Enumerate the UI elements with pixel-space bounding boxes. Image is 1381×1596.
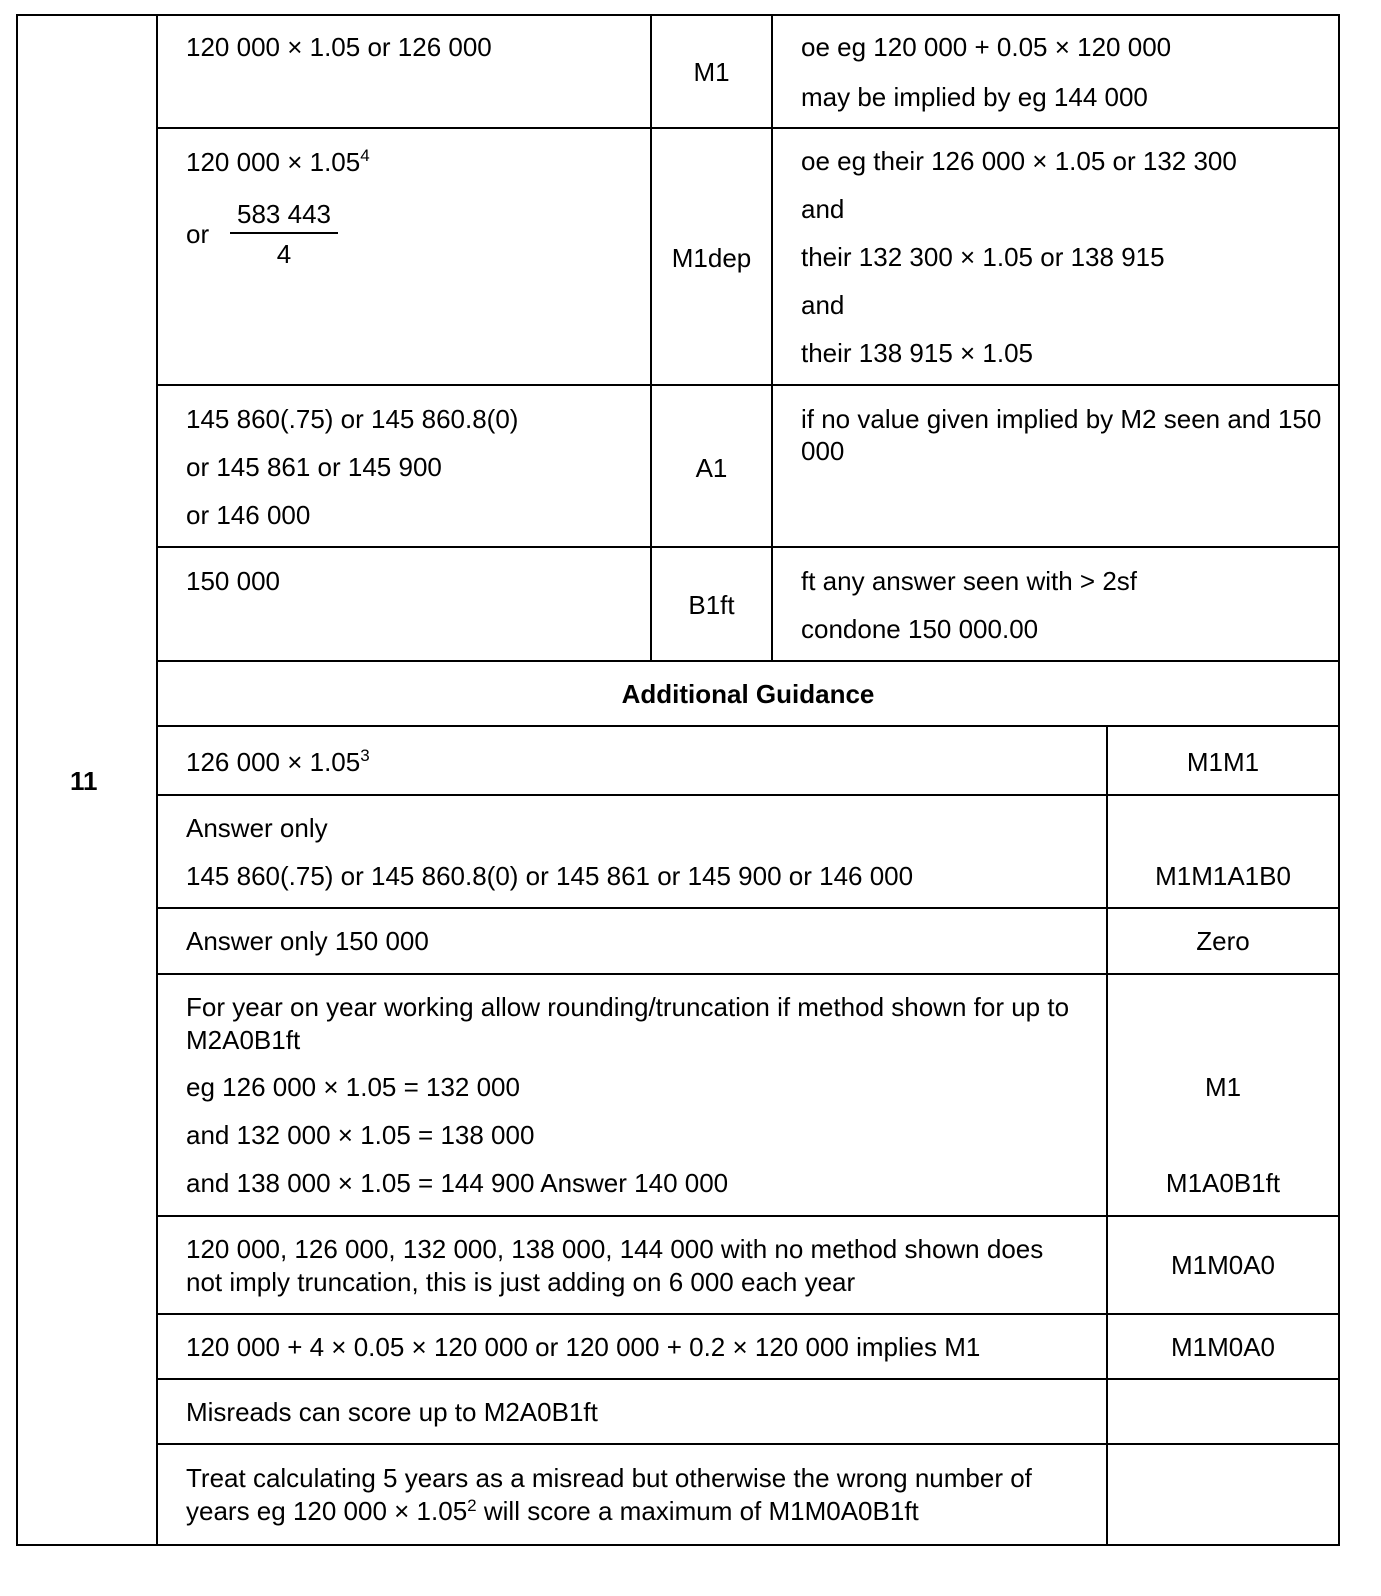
guidance-text: and 138 000 × 1.05 = 144 900 Answer 140 000 [186, 1168, 729, 1198]
row-divider [156, 1378, 1340, 1380]
mark-column-left-divider [650, 14, 652, 662]
row-divider [156, 384, 1340, 386]
mark-code: B1ft [688, 590, 735, 620]
fraction-numerator: 583 443 [237, 199, 331, 229]
row-divider [156, 127, 1340, 129]
row-divider [156, 1215, 1340, 1217]
row-divider [156, 907, 1340, 909]
fraction-bar [230, 232, 338, 234]
guidance-mark: M1M1A1B0 [1155, 861, 1291, 891]
working-or: or [186, 219, 210, 249]
mark-code: A1 [695, 453, 728, 483]
mark-code: M1 [693, 57, 730, 87]
question-number: 11 [70, 766, 98, 796]
row-divider [156, 1443, 1340, 1445]
expression-base: 120 000 × 1.05 [186, 147, 361, 177]
guidance-mark-column-divider [1106, 725, 1108, 1546]
working-power-expression [186, 146, 370, 178]
guidance-text: and 132 000 × 1.05 = 138 000 [186, 1120, 535, 1150]
table-border-left [16, 14, 18, 1546]
comment-text: their 132 300 × 1.05 or 138 915 [801, 242, 1165, 272]
working-text: or 146 000 [186, 500, 311, 530]
row-divider [156, 660, 1340, 662]
guidance-mark: M1M0A0 [1170, 1250, 1276, 1280]
guidance-text: 120 000 + 4 × 0.05 × 120 000 or 120 000 + 0.2 × 120 000 implies M1 [186, 1332, 981, 1362]
guidance-text: Misreads can score up to M2A0B1ft [186, 1397, 598, 1427]
comment-text: and [801, 290, 845, 320]
guidance-text: Answer only 150 000 [186, 926, 429, 956]
comment-text: may be implied by eg 144 000 [801, 82, 1148, 112]
expression-exponent: 2 [467, 1496, 477, 1515]
working-text: 145 860(.75) or 145 860.8(0) [186, 404, 519, 434]
comment-text: and [801, 194, 845, 224]
paragraph-text: will score a maximum of M1M0A0B1ft [476, 1496, 919, 1526]
guidance-header: Additional Guidance [621, 679, 875, 709]
comment-text: their 138 915 × 1.05 [801, 338, 1034, 368]
guidance-paragraph: 120 000, 126 000, 132 000, 138 000, 144 000 with no method shown does not imply truncation, this is just adding on 6 000 each year [186, 1234, 1044, 1297]
row-divider [156, 725, 1340, 727]
expression-base: 126 000 × 1.05 [186, 747, 361, 777]
guidance-mark: M1M0A0 [1170, 1332, 1276, 1362]
working-text: 150 000 [186, 566, 280, 596]
guidance-text [186, 746, 370, 778]
comment-text: if no value given implied by M2 seen and 150 000 [801, 404, 1322, 466]
question-column-divider [156, 14, 158, 1546]
row-divider [156, 973, 1340, 975]
expression-exponent: 4 [360, 146, 370, 165]
guidance-mark: M1A0B1ft [1165, 1168, 1281, 1198]
working-text: 120 000 × 1.05 or 126 000 [186, 32, 492, 62]
guidance-text: Answer only [186, 813, 328, 843]
row-divider [156, 794, 1340, 796]
comment-text: condone 150 000.00 [801, 614, 1039, 644]
guidance-mark: M1 [1204, 1072, 1242, 1102]
guidance-paragraph [186, 1462, 1091, 1528]
paragraph-text: Treat calculating 5 years as a misread but otherwise the wrong number of years eg 120 000 × 1.05 [186, 1463, 1032, 1526]
guidance-mark: Zero [1196, 926, 1250, 956]
expression-exponent: 3 [360, 746, 370, 765]
guidance-text: 145 860(.75) or 145 860.8(0) or 145 861 or 145 900 or 146 000 [186, 861, 914, 891]
working-fraction [230, 198, 338, 270]
comment-text: oe eg their 126 000 × 1.05 or 132 300 [801, 146, 1237, 176]
comment-text: ft any answer seen with > 2sf [801, 566, 1138, 596]
table-border-top [16, 14, 1340, 16]
fraction-denominator: 4 [276, 239, 292, 269]
guidance-mark: M1M1 [1186, 747, 1260, 777]
comment-text: oe eg 120 000 + 0.05 × 120 000 [801, 32, 1172, 62]
table-border-right [1338, 14, 1340, 1546]
working-text: or 145 861 or 145 900 [186, 452, 442, 482]
guidance-paragraph: For year on year working allow rounding/truncation if method shown for up to M2A0B1ft [186, 992, 1070, 1055]
mark-code: M1dep [671, 243, 752, 273]
table-border-bottom [16, 1544, 1340, 1546]
guidance-text: eg 126 000 × 1.05 = 132 000 [186, 1072, 520, 1102]
row-divider [156, 1313, 1340, 1315]
row-divider [156, 546, 1340, 548]
mark-column-right-divider [771, 14, 773, 662]
